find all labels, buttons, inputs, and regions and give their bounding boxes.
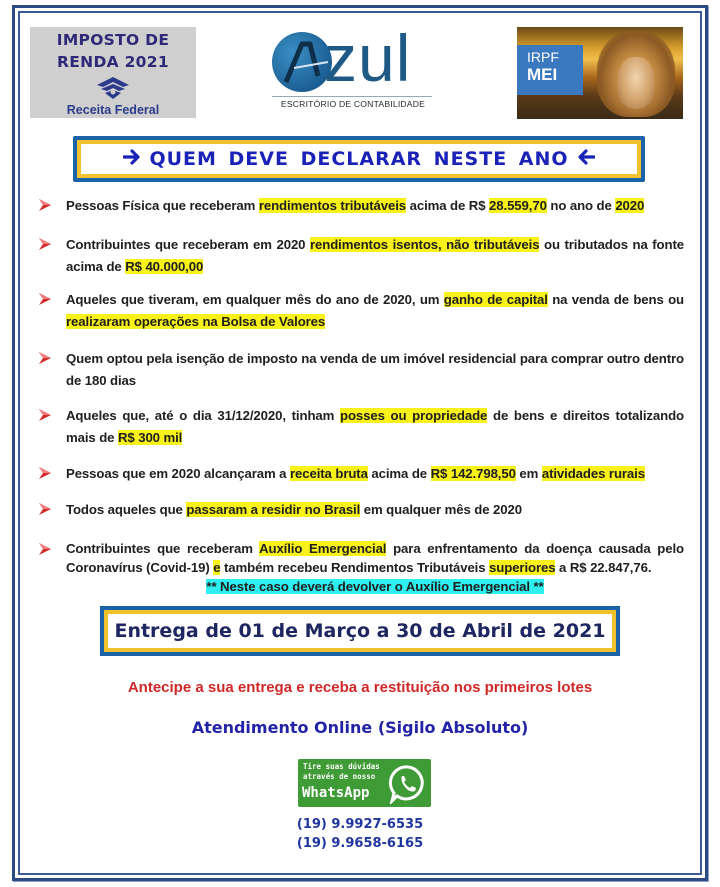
text-segment: Quem optou pela isenção de imposto na venda de um imóvel residencial para comprar outro dentro de 180 dias xyxy=(66,351,684,388)
list-item-text xyxy=(66,405,684,449)
azul-divider xyxy=(272,96,432,97)
text-segment: Pessoas que em 2020 alcançaram a xyxy=(66,466,290,481)
text-segment: a R$ 22.847,76. xyxy=(555,560,652,575)
list-item-text xyxy=(66,195,644,217)
list-item xyxy=(38,234,684,278)
text-segment: em qualquer mês de 2020 xyxy=(360,502,522,517)
antecipe-message: Antecipe a sua entrega e receba a restituição nos primeiros lotes xyxy=(127,679,593,696)
list-item xyxy=(38,289,684,333)
list-item xyxy=(38,405,684,449)
ir-title-line2: RENDA 2021 xyxy=(57,53,169,71)
phone-number-2[interactable]: (19) 9.9658-6165 xyxy=(296,836,424,851)
text-segment: Contribuintes que receberam xyxy=(66,541,260,556)
text-segment: Todos aqueles que xyxy=(66,502,187,517)
highlighted-text: R$ 40.000,00 xyxy=(125,259,204,274)
list-item-text xyxy=(66,289,684,333)
irpf-text: IRPF xyxy=(527,49,559,65)
azul-a-circle-icon xyxy=(272,32,332,92)
arrowhead-bullet-icon xyxy=(38,234,66,278)
list-item xyxy=(38,463,684,485)
azul-subtitle: ESCRITÓRIO DE CONTABILIDADE xyxy=(280,99,426,109)
delivery-banner xyxy=(100,606,620,656)
auxilio-note xyxy=(66,577,684,596)
receita-federal-emblem-icon xyxy=(93,75,133,101)
text-segment: Pessoas Física que receberam xyxy=(66,198,259,213)
phone-number-1[interactable]: (19) 9.9927-6535 xyxy=(296,817,424,832)
irpf-mei-image xyxy=(517,27,683,119)
whatsapp-icon xyxy=(388,764,428,804)
arrow-left-icon xyxy=(577,148,595,170)
banner-title: QUEM DEVE DECLARAR NESTE ANO xyxy=(149,148,569,170)
text-segment: para enfrentamento da doença causada pelo Coronavírus (Covid-19) xyxy=(66,541,685,575)
irpf-mei-label xyxy=(517,45,583,95)
list-item-text xyxy=(66,463,645,485)
online-service-label: Atendimento Online (Sigilo Absoluto) xyxy=(191,718,529,737)
highlighted-text: passaram a residir no Brasil xyxy=(186,502,361,517)
list-item xyxy=(38,499,684,521)
imposto-de-renda-logo xyxy=(30,27,196,118)
highlighted-text: rendimentos tributáveis xyxy=(258,198,407,213)
azul-logo xyxy=(268,21,438,112)
text-segment: no ano de xyxy=(546,198,616,213)
text-segment: na venda de bens ou xyxy=(547,292,684,307)
highlighted-text: R$ 300 mil xyxy=(117,430,183,445)
highlighted-text: realizaram operações na Bolsa de Valores xyxy=(66,314,326,329)
list-item xyxy=(38,348,684,392)
list-item xyxy=(38,195,684,217)
delivery-text: Entrega de 01 de Março a 30 de Abril de 2021 xyxy=(108,614,612,648)
highlighted-text: e xyxy=(213,560,221,575)
list-item-text xyxy=(66,348,684,392)
highlighted-text: atividades rurais xyxy=(541,466,645,481)
whatsapp-line2: através de nosso xyxy=(303,772,376,781)
list-item-text xyxy=(66,539,684,596)
highlighted-text: receita bruta xyxy=(289,466,368,481)
text-segment: acima de R$ xyxy=(406,198,490,213)
highlighted-text: 28.559,70 xyxy=(489,198,547,213)
arrow-right-icon xyxy=(123,148,141,170)
highlighted-text: posses ou propriedade xyxy=(339,408,488,423)
highlighted-text: 2020 xyxy=(615,198,645,213)
arrowhead-bullet-icon xyxy=(38,348,66,392)
list-item-text xyxy=(66,234,684,278)
highlighted-text: R$ 142.798,50 xyxy=(430,466,516,481)
azul-wordmark: zul xyxy=(324,21,412,95)
arrowhead-bullet-icon xyxy=(38,289,66,333)
receita-federal-label: Receita Federal xyxy=(66,103,160,117)
text-segment: Aqueles que, até o dia 31/12/2020, tinham xyxy=(66,408,340,423)
text-segment: ou tributados na fonte acima de xyxy=(66,237,684,274)
ir-title-line1: IMPOSTO DE xyxy=(56,31,170,49)
whatsapp-line3: WhatsApp xyxy=(302,785,370,801)
text-segment: também recebeu Rendimentos Tributáveis xyxy=(220,560,490,575)
text-segment: em xyxy=(515,466,542,481)
highlighted-text: ganho de capital xyxy=(443,292,548,307)
arrowhead-bullet-icon xyxy=(38,499,66,521)
text-segment: acima de xyxy=(367,466,431,481)
arrowhead-bullet-icon xyxy=(38,195,66,217)
mei-text: MEI xyxy=(527,65,558,84)
list-item xyxy=(38,539,684,596)
arrowhead-bullet-icon xyxy=(38,405,66,449)
list-item-text xyxy=(66,499,522,521)
title-banner xyxy=(73,136,645,182)
text-segment: de bens e direitos totalizando mais de xyxy=(66,408,685,445)
whatsapp-button[interactable] xyxy=(298,759,431,807)
arrowhead-bullet-icon xyxy=(38,463,66,485)
highlighted-text: superiores xyxy=(489,560,556,575)
highlighted-text: rendimentos isentos, não tributáveis xyxy=(309,237,540,252)
text-segment: Aqueles que tiveram, em qualquer mês do ano de 2020, um xyxy=(66,292,444,307)
arrowhead-bullet-icon xyxy=(38,539,66,596)
auxilio-note-text: ** Neste caso deverá devolver o Auxílio Emergencial ** xyxy=(206,579,544,594)
lion-face xyxy=(617,57,655,109)
text-segment: Contribuintes que receberam em 2020 xyxy=(66,237,310,252)
highlighted-text: Auxílio Emergencial xyxy=(259,541,387,556)
whatsapp-line1: Tire suas dúvidas xyxy=(303,762,380,771)
